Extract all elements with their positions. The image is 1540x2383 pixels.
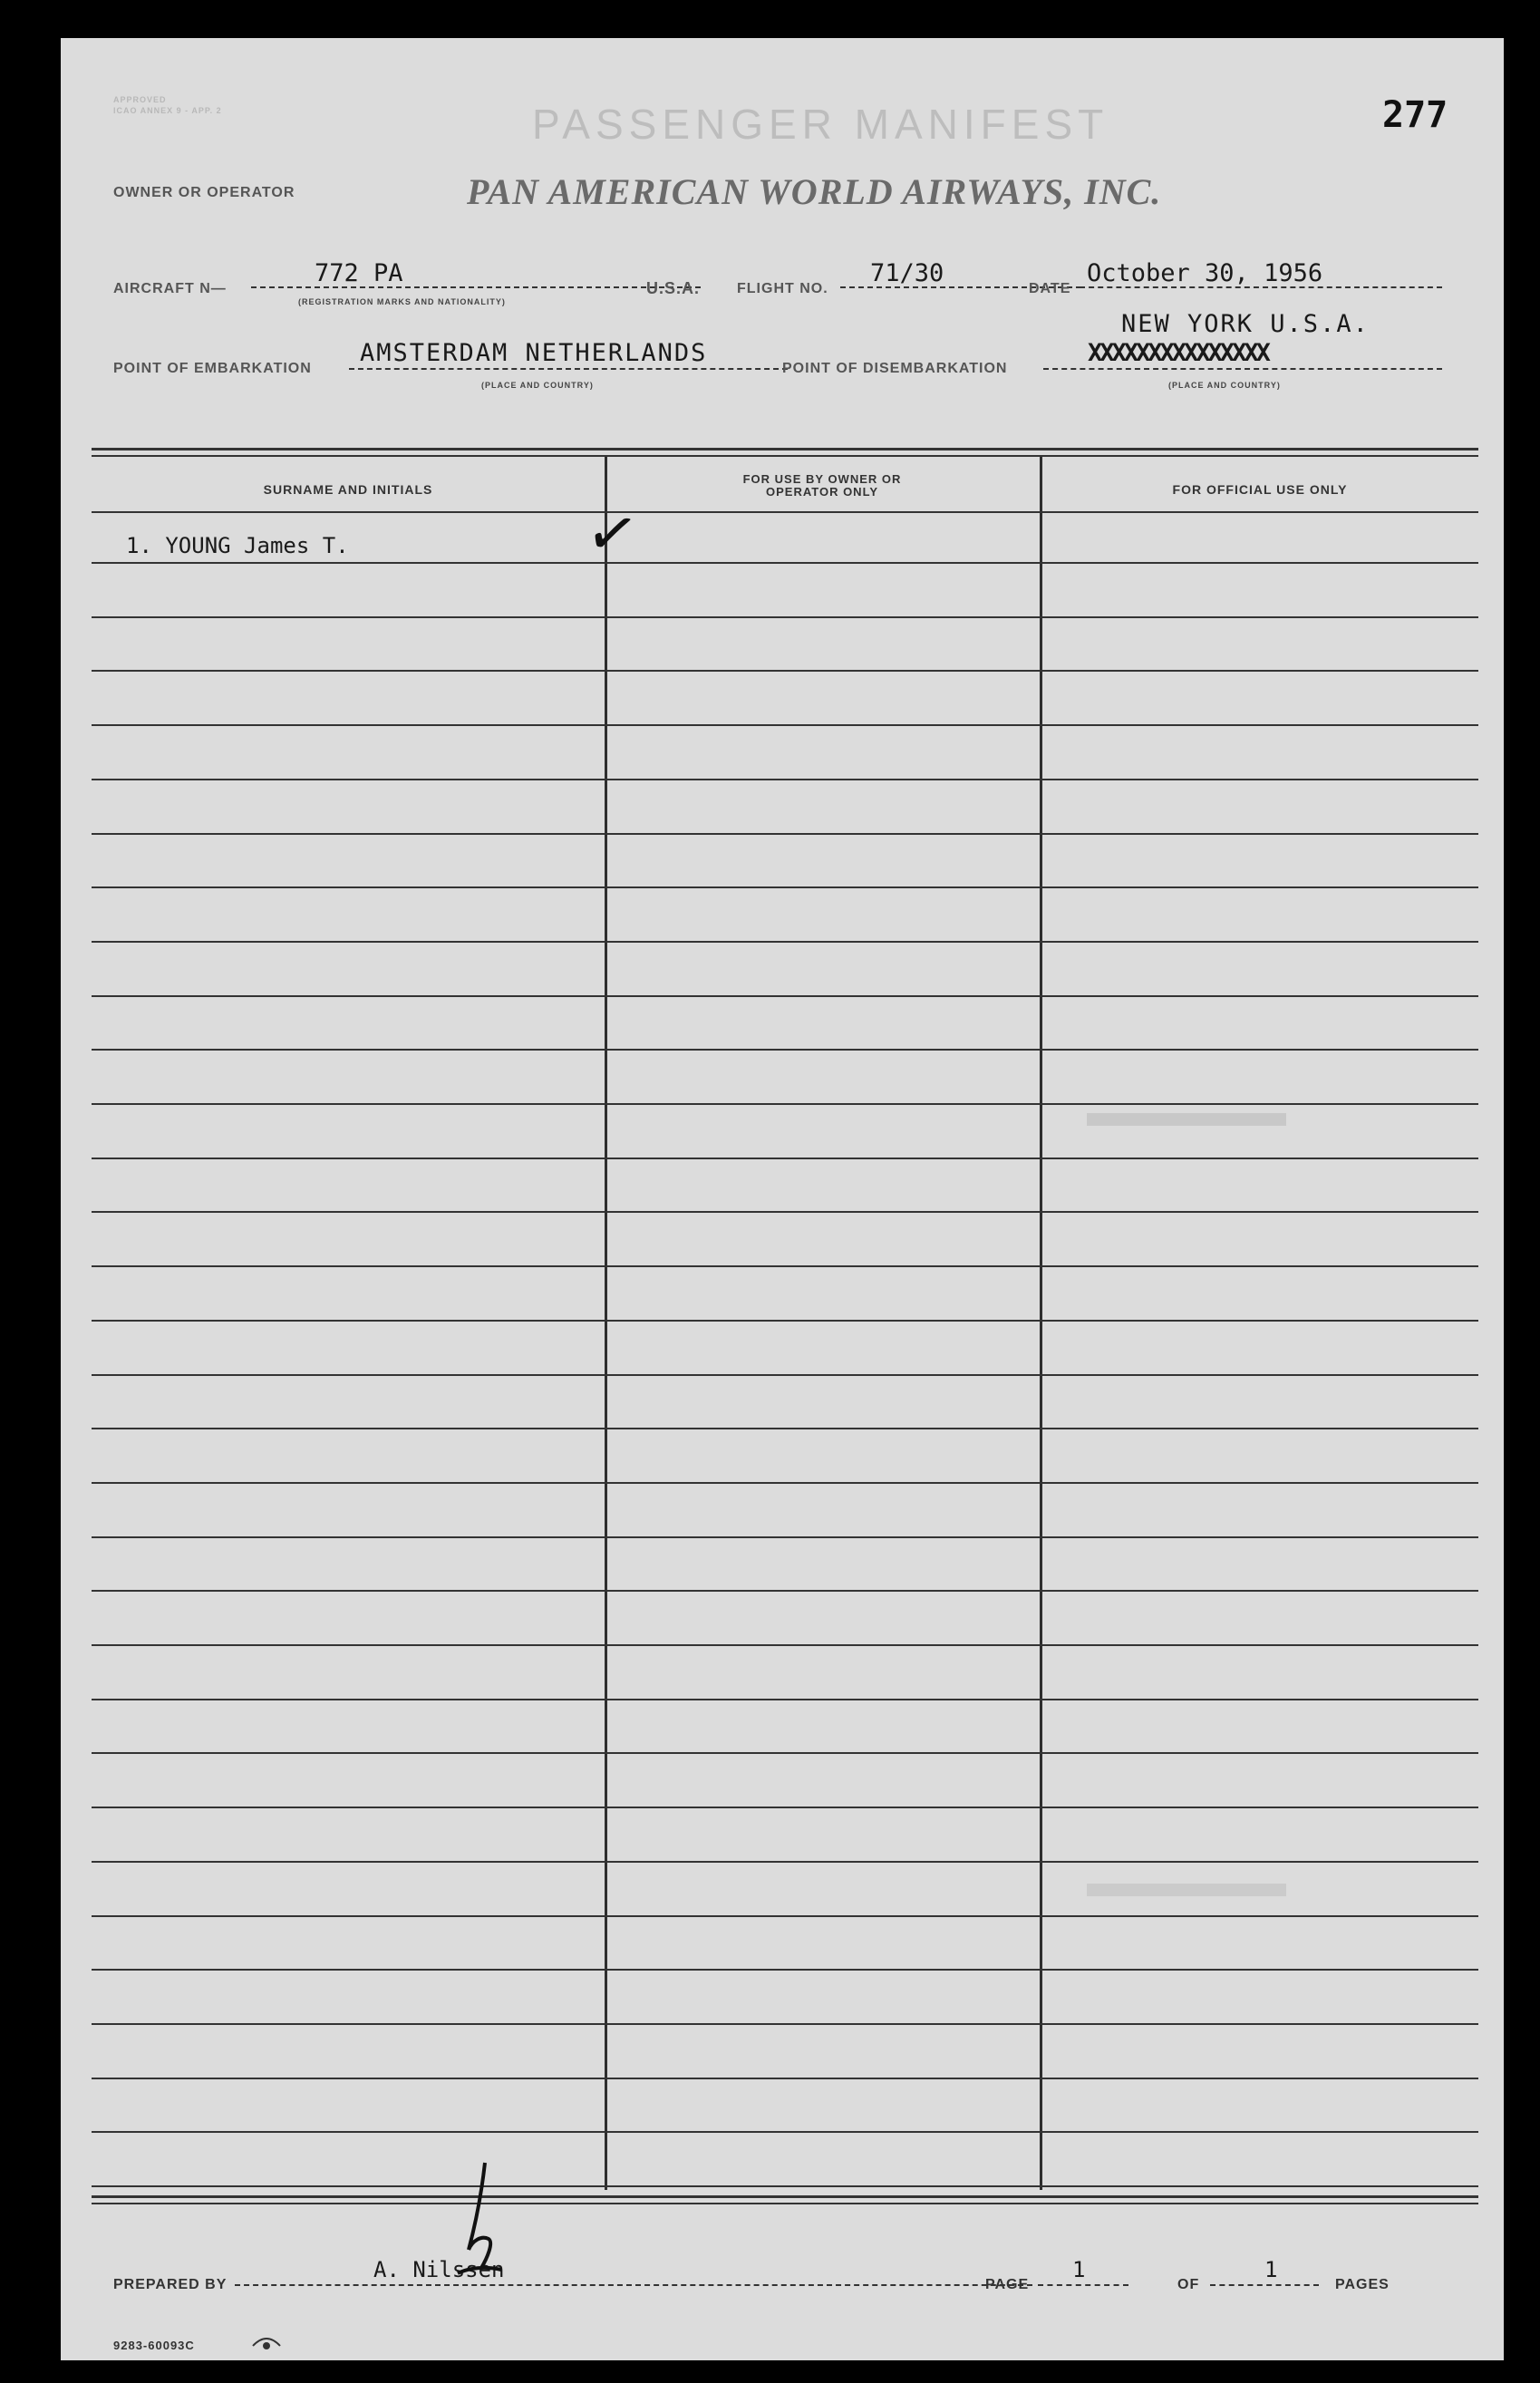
table-row — [92, 616, 1478, 618]
table-row — [92, 2131, 1478, 2133]
disembark-label: POINT OF DISEMBARKATION — [782, 361, 1008, 376]
table-row — [92, 1752, 1478, 1754]
prepared-label: PREPARED BY — [113, 2277, 228, 2292]
prepared-value: A. Nilssen — [373, 2257, 505, 2282]
manifest-sheet — [61, 38, 1504, 2360]
column-header-surname: SURNAME AND INITIALS — [263, 482, 433, 497]
page-label: PAGE — [985, 2277, 1030, 2292]
date-value: October 30, 1956 — [1087, 259, 1323, 287]
owner-value: PAN AMERICAN WORLD AIRWAYS, INC. — [467, 171, 1162, 212]
country-label: U.S.A. — [646, 279, 701, 297]
table-row — [92, 1265, 1478, 1267]
aircraft-label: AIRCRAFT N— — [113, 281, 227, 296]
column-header-owner-use: FOR USE BY OWNER OR OPERATOR ONLY — [742, 472, 902, 499]
table-row — [92, 724, 1478, 726]
check-mark-icon: ✓ — [580, 494, 644, 575]
flight-label: FLIGHT NO. — [737, 281, 828, 296]
disembark-caption: (PLACE AND COUNTRY) — [1168, 381, 1281, 390]
table-row — [92, 1103, 1478, 1105]
aircraft-caption: (REGISTRATION MARKS AND NATIONALITY) — [298, 297, 506, 306]
table-row — [92, 670, 1478, 672]
header-rule — [92, 511, 1478, 513]
pages-underline — [1210, 2284, 1319, 2286]
embark-label: POINT OF EMBARKATION — [113, 361, 312, 376]
column-divider-2 — [1040, 457, 1042, 2190]
aircraft-value: 772 PA — [315, 259, 403, 287]
date-underline — [1080, 286, 1442, 288]
table-row — [92, 1861, 1478, 1863]
table-row — [92, 1536, 1478, 1538]
table-row — [92, 1482, 1478, 1484]
table-row — [92, 1211, 1478, 1213]
flight-value: 71/30 — [870, 259, 944, 287]
prepared-underline — [235, 2284, 1032, 2286]
pages-value: 1 — [1264, 2257, 1278, 2282]
approval-stamp — [113, 94, 222, 116]
signature-icon — [441, 2159, 514, 2286]
approval-stamp-line-2: ICAO ANNEX 9 - APP. 2 — [113, 106, 222, 115]
table-row — [92, 1699, 1478, 1700]
ghost-stamp — [1087, 1113, 1286, 1126]
embark-caption: (PLACE AND COUNTRY) — [481, 381, 594, 390]
table-row — [92, 1915, 1478, 1917]
table-row — [92, 886, 1478, 888]
approval-stamp-line-1: APPROVED — [113, 95, 167, 104]
embark-value: AMSTERDAM NETHERLANDS — [360, 339, 708, 367]
table-row — [92, 1049, 1478, 1051]
disembark-struck: XXXXXXXXXXXXXXX — [1088, 339, 1268, 367]
ghost-stamp-lower — [1087, 1884, 1286, 1896]
table-bottom-rule-2 — [92, 2203, 1478, 2204]
column-header-official-use: FOR OFFICIAL USE ONLY — [1172, 482, 1348, 497]
of-label: OF — [1177, 2277, 1200, 2292]
page-number: 277 — [1382, 94, 1448, 136]
table-top-rule-1 — [92, 448, 1478, 450]
owner-label: OWNER OR OPERATOR — [113, 185, 295, 200]
form-code: 9283-60093C — [113, 2339, 195, 2352]
form-title: PASSENGER MANIFEST — [532, 101, 1109, 148]
table-row — [92, 1969, 1478, 1971]
table-row — [92, 1807, 1478, 1808]
table-bottom-rule-1 — [92, 2195, 1478, 2198]
table-row — [92, 2078, 1478, 2079]
table-row — [92, 1374, 1478, 1376]
embark-underline — [349, 368, 788, 370]
table-row — [92, 779, 1478, 780]
passenger-entry: 1. YOUNG James T. — [126, 533, 349, 558]
table-row — [92, 1320, 1478, 1322]
table-row — [92, 1644, 1478, 1646]
disembark-underline — [1043, 368, 1442, 370]
table-top-rule-2 — [92, 455, 1478, 457]
table-row — [92, 1590, 1478, 1592]
disembark-value: NEW YORK U.S.A. — [1121, 310, 1370, 338]
gpo-seal-icon — [251, 2333, 282, 2353]
pages-label: PAGES — [1335, 2277, 1390, 2292]
table-row — [92, 995, 1478, 997]
table-row — [92, 1428, 1478, 1429]
table-row — [92, 1158, 1478, 1159]
page-underline — [1038, 2284, 1128, 2286]
table-row — [92, 2185, 1478, 2187]
table-row — [92, 562, 1478, 564]
table-row — [92, 2023, 1478, 2025]
column-divider-1 — [605, 457, 607, 2190]
date-label: DATE — [1029, 281, 1071, 296]
page-value: 1 — [1072, 2257, 1086, 2282]
table-row — [92, 941, 1478, 943]
aircraft-underline — [251, 286, 701, 288]
table-row — [92, 833, 1478, 835]
